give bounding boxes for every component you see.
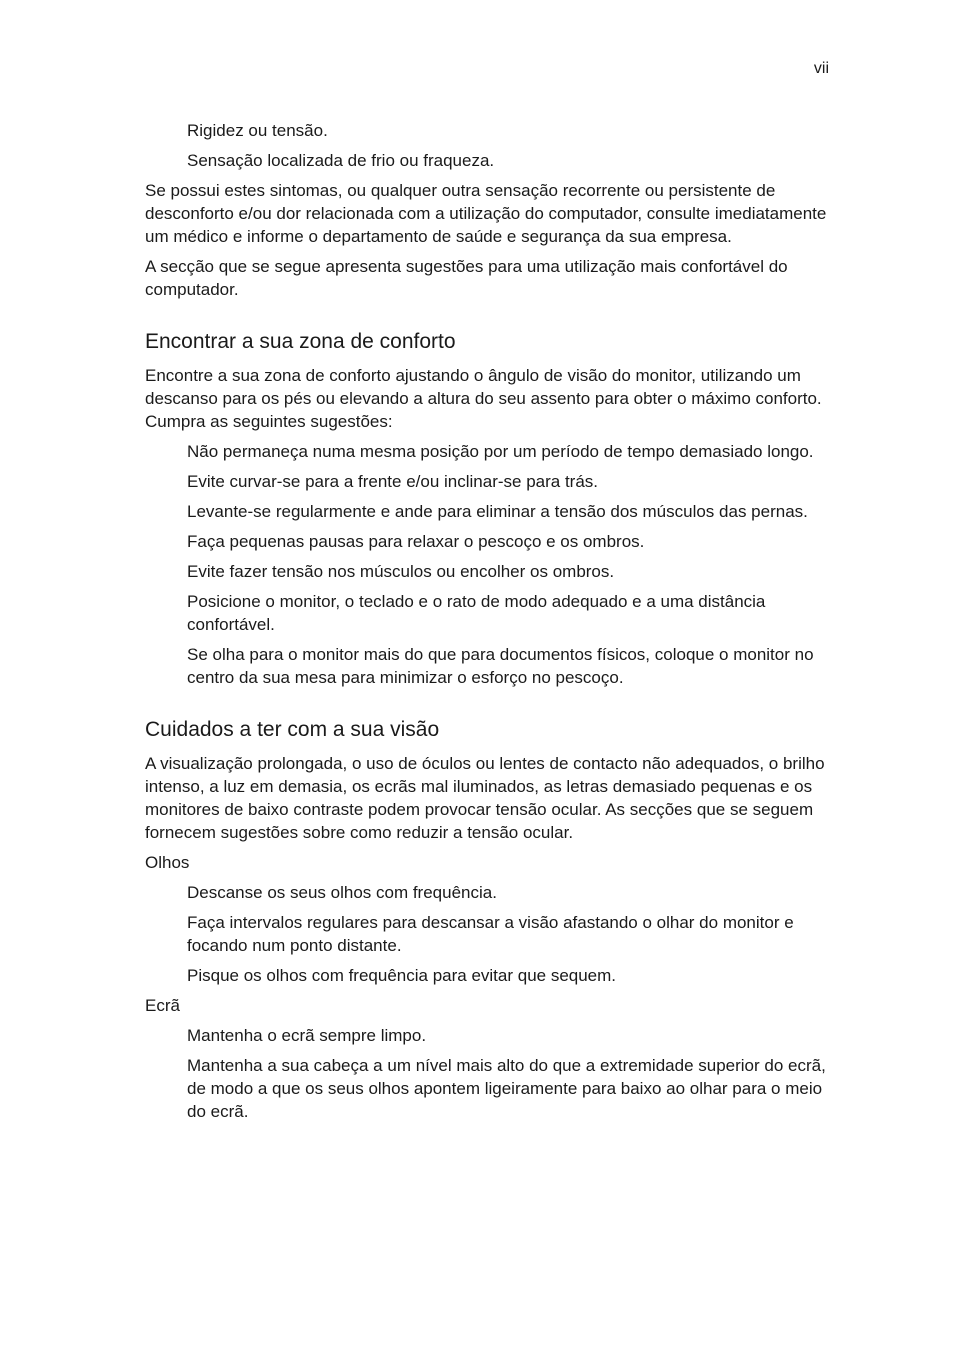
- page-number: vii: [813, 60, 829, 77]
- list-item: Descanse os seus olhos com frequência.: [187, 883, 497, 902]
- list-item: Evite fazer tensão nos músculos ou encolher os ombros.: [187, 562, 615, 581]
- paragraph: A secção que se segue apresenta sugestões para uma utilização mais confortável do computador.: [145, 257, 788, 299]
- paragraph: Encontre a sua zona de conforto ajustando o ângulo de visão do monitor, utilizando um descanso para os pés ou elevando a altura do seu assento para obter o máximo conforto. Cumpra as seguintes sugestões:: [145, 366, 822, 431]
- list-item: Se olha para o monitor mais do que para documentos físicos, coloque o monitor no centro da sua mesa para minimizar o esforço no pescoço.: [187, 645, 814, 687]
- subsection-label-eyes: Olhos: [145, 853, 190, 872]
- intro-section: [145, 119, 835, 301]
- list-item: Mantenha o ecrã sempre limpo.: [187, 1026, 427, 1045]
- document-body: [145, 119, 835, 1130]
- section-heading-comfort: Encontrar a sua zona de conforto: [145, 330, 456, 353]
- list-item: Mantenha a sua cabeça a um nível mais alto do que a extremidade superior do ecrã, de modo a que os seus olhos apontem ligeiramente para baixo ao olhar para o meio do ecrã.: [187, 1056, 826, 1121]
- list-item: Sensação localizada de frio ou fraqueza.: [187, 151, 495, 170]
- list-item: Evite curvar-se para a frente e/ou inclinar-se para trás.: [187, 472, 599, 491]
- list-item: Não permaneça numa mesma posição por um período de tempo demasiado longo.: [187, 442, 814, 461]
- list-item: Faça pequenas pausas para relaxar o pescoço e os ombros.: [187, 532, 645, 551]
- section-heading-vision: Cuidados a ter com a sua visão: [145, 718, 440, 741]
- list-item: Pisque os olhos com frequência para evitar que sequem.: [187, 966, 617, 985]
- list-item: Posicione o monitor, o teclado e o rato de modo adequado e a uma distância confortável.: [187, 592, 766, 634]
- list-item: Faça intervalos regulares para descansar a visão afastando o olhar do monitor e focando num ponto distante.: [187, 913, 794, 955]
- vision-section: [145, 717, 835, 1123]
- list-item: Rigidez ou tensão.: [187, 121, 328, 140]
- comfort-section: [145, 329, 835, 689]
- paragraph: Se possui estes sintomas, ou qualquer outra sensação recorrente ou persistente de desconforto e/ou dor relacionada com a utilização do computador, consulte imediatamente um médico e informe o departamento de saúde e segurança da sua empresa.: [145, 181, 827, 246]
- subsection-label-screen: Ecrã: [145, 996, 180, 1015]
- list-item: Levante-se regularmente e ande para eliminar a tensão dos músculos das pernas.: [187, 502, 808, 521]
- paragraph: A visualização prolongada, o uso de óculos ou lentes de contacto não adequados, o brilho intenso, a luz em demasia, os ecrãs mal iluminados, as letras demasiado pequenas e os monitores de baixo contraste podem provocar tensão ocular. As secções que se seguem fornecem sugestões sobre como reduzir a tensão ocular.: [145, 754, 825, 842]
